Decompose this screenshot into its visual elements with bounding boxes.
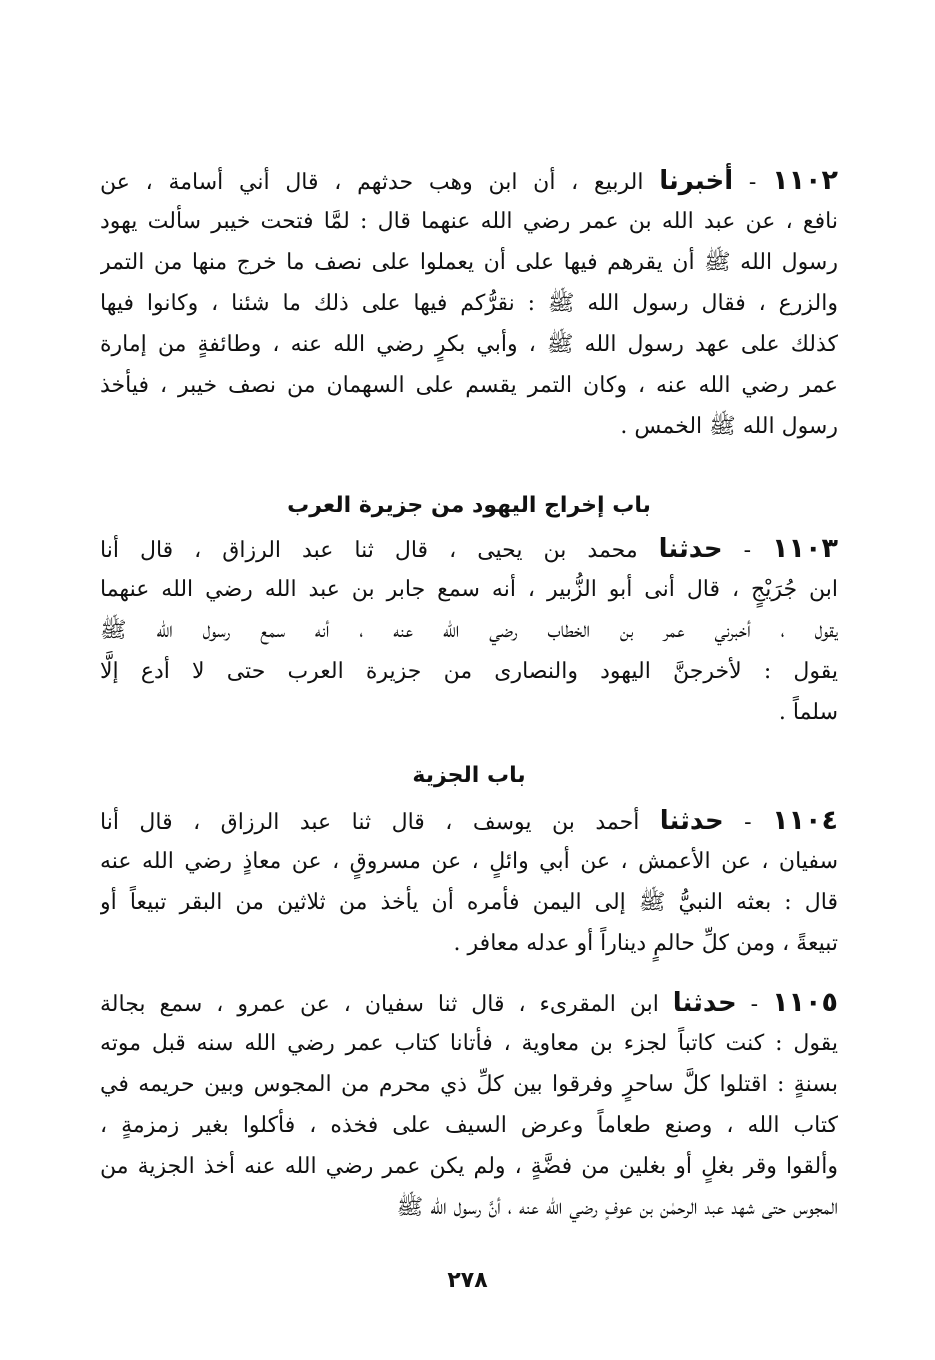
chapter-heading-expulsion: باب إخراج اليهود من جزيرة العرب bbox=[287, 493, 651, 518]
hadith-1104-line-3: قال : بعثه النبيُّ ﷺ إلى اليمن فأمره أن يأخذ من ثلاثين من البقر تبيعاً أو bbox=[100, 890, 838, 915]
hadith-1105-line-5: وألقوا وقر بغلٍ أو بغلين من فضَّةٍ ، ولم يكن عمر رضي الله عنه أخذ الجزية من bbox=[100, 1154, 838, 1179]
hadith-1103-line-1: ١١٠٣ - حدثنا محمد بن يحيى ، قال ثنا عبد الرزاق ، قال أنا bbox=[100, 533, 838, 564]
hadith-1103-line-3: يقول ، أخبرني عمر بن الخطاب رضي الله عنه ، أنه سمع رسول الله ﷺ bbox=[100, 618, 838, 643]
hadith-1103-line-5: سلماً . bbox=[778, 700, 838, 725]
hadith-1103-line-2: ابن جُرَيْجٍ ، قال أنى أبو الزُّبير ، أنه سمع جابر بن عبد الله رضي الله عنهما bbox=[100, 577, 838, 602]
narration-keyword: حدثنا bbox=[672, 988, 737, 1018]
hadith-1102-line-6: عمر رضي الله عنه ، وكان التمر يقسم على السهمان من نصف خيبر ، فيأخذ bbox=[100, 373, 838, 398]
hadith-1103-line-4: يقول : لأخرجنَّ اليهود والنصارى من جزيرة العرب حتى لا أدع إلَّا bbox=[100, 659, 838, 684]
narration-keyword: حدثنا bbox=[659, 806, 724, 836]
hadith-number: ١١٠٥ bbox=[772, 987, 838, 1018]
hadith-1105-line-2: يقول : كنت كاتباً لجزء بن معاوية ، فأتانا كتاب عمر رضي الله سنه قبل موته bbox=[100, 1031, 838, 1056]
hadith-1102-line-7: رسول الله ﷺ الخمس . bbox=[620, 414, 838, 439]
hadith-1104 bbox=[100, 800, 838, 964]
hadith-1105-line-6: المجوس حتى شهد عبد الرحمٰن بن عوفٍ رضي الله عنه ، أنَّ رسول الله ﷺ bbox=[396, 1195, 838, 1220]
hadith-1102-line-3: رسول الله ﷺ أن يقرهم فيها على أن يعملوا على نصف ما خرج منها من التمر bbox=[100, 250, 838, 275]
page-number: ٢٧٨ bbox=[447, 1268, 488, 1293]
hadith-1102-line-1: ١١٠٢ - أخبرنا الربيع ، أن ابن وهب حدثهم ، قال أني أسامة ، عن bbox=[100, 165, 838, 196]
hadith-1105-line-1: ١١٠٥ - حدثنا ابن المقرىء ، قال ثنا سفيان ، عن عمرو ، سمع بجالة bbox=[100, 987, 838, 1018]
hadith-1102-line-5: كذلك على عهد رسول الله ﷺ ، وأبي بكرٍ رضي الله عنه ، وطائفةٍ من إمارة bbox=[100, 332, 838, 357]
narration-keyword: حدثنا bbox=[658, 534, 723, 564]
hadith-1104-line-2: سفيان ، عن الأعمش ، عن أبي وائلٍ ، عن مسروقٍ ، عن معاذٍ رضي الله عنه bbox=[100, 849, 838, 874]
hadith-1105-line-3: بسنةٍ : اقتلوا كلَّ ساحرٍ وفرقوا بين كلِّ ذي محرم من المجوس وبين حريمه في bbox=[100, 1072, 838, 1097]
hadith-1104-line-4: تبيعةً ، ومن كلِّ حالمٍ ديناراً أو عدله معافر . bbox=[453, 931, 838, 956]
hadith-number: ١١٠٣ bbox=[772, 533, 838, 564]
hadith-1102-line-4: والزرع ، فقال رسول الله ﷺ : نقرُّكم فيها على ذلك ما شئنا ، وكانوا فيها bbox=[100, 291, 838, 316]
hadith-number: ١١٠٤ bbox=[772, 805, 838, 836]
hadith-1105 bbox=[100, 982, 838, 1228]
hadith-1104-line-1: ١١٠٤ - حدثنا أحمد بن يوسف ، قال ثنا عبد الرزاق ، قال أنا bbox=[100, 805, 838, 836]
hadith-1102-line-2: نافع ، عن عبد الله بن عمر رضي الله عنهما قال : لمَّا فتحت خيبر سألت يهود bbox=[100, 209, 838, 234]
hadith-1105-line-4: كتاب الله ، وصنع طعاماً وعرض السيف على فخذه ، فأكلوا بغير زمزمةٍ ، bbox=[100, 1113, 838, 1138]
chapter-heading-jizya: باب الجزية bbox=[412, 763, 526, 788]
hadith-number: ١١٠٢ bbox=[772, 165, 838, 196]
narration-keyword: أخبرنا bbox=[659, 166, 734, 196]
hadith-1102 bbox=[100, 160, 838, 447]
hadith-1103 bbox=[100, 528, 838, 733]
